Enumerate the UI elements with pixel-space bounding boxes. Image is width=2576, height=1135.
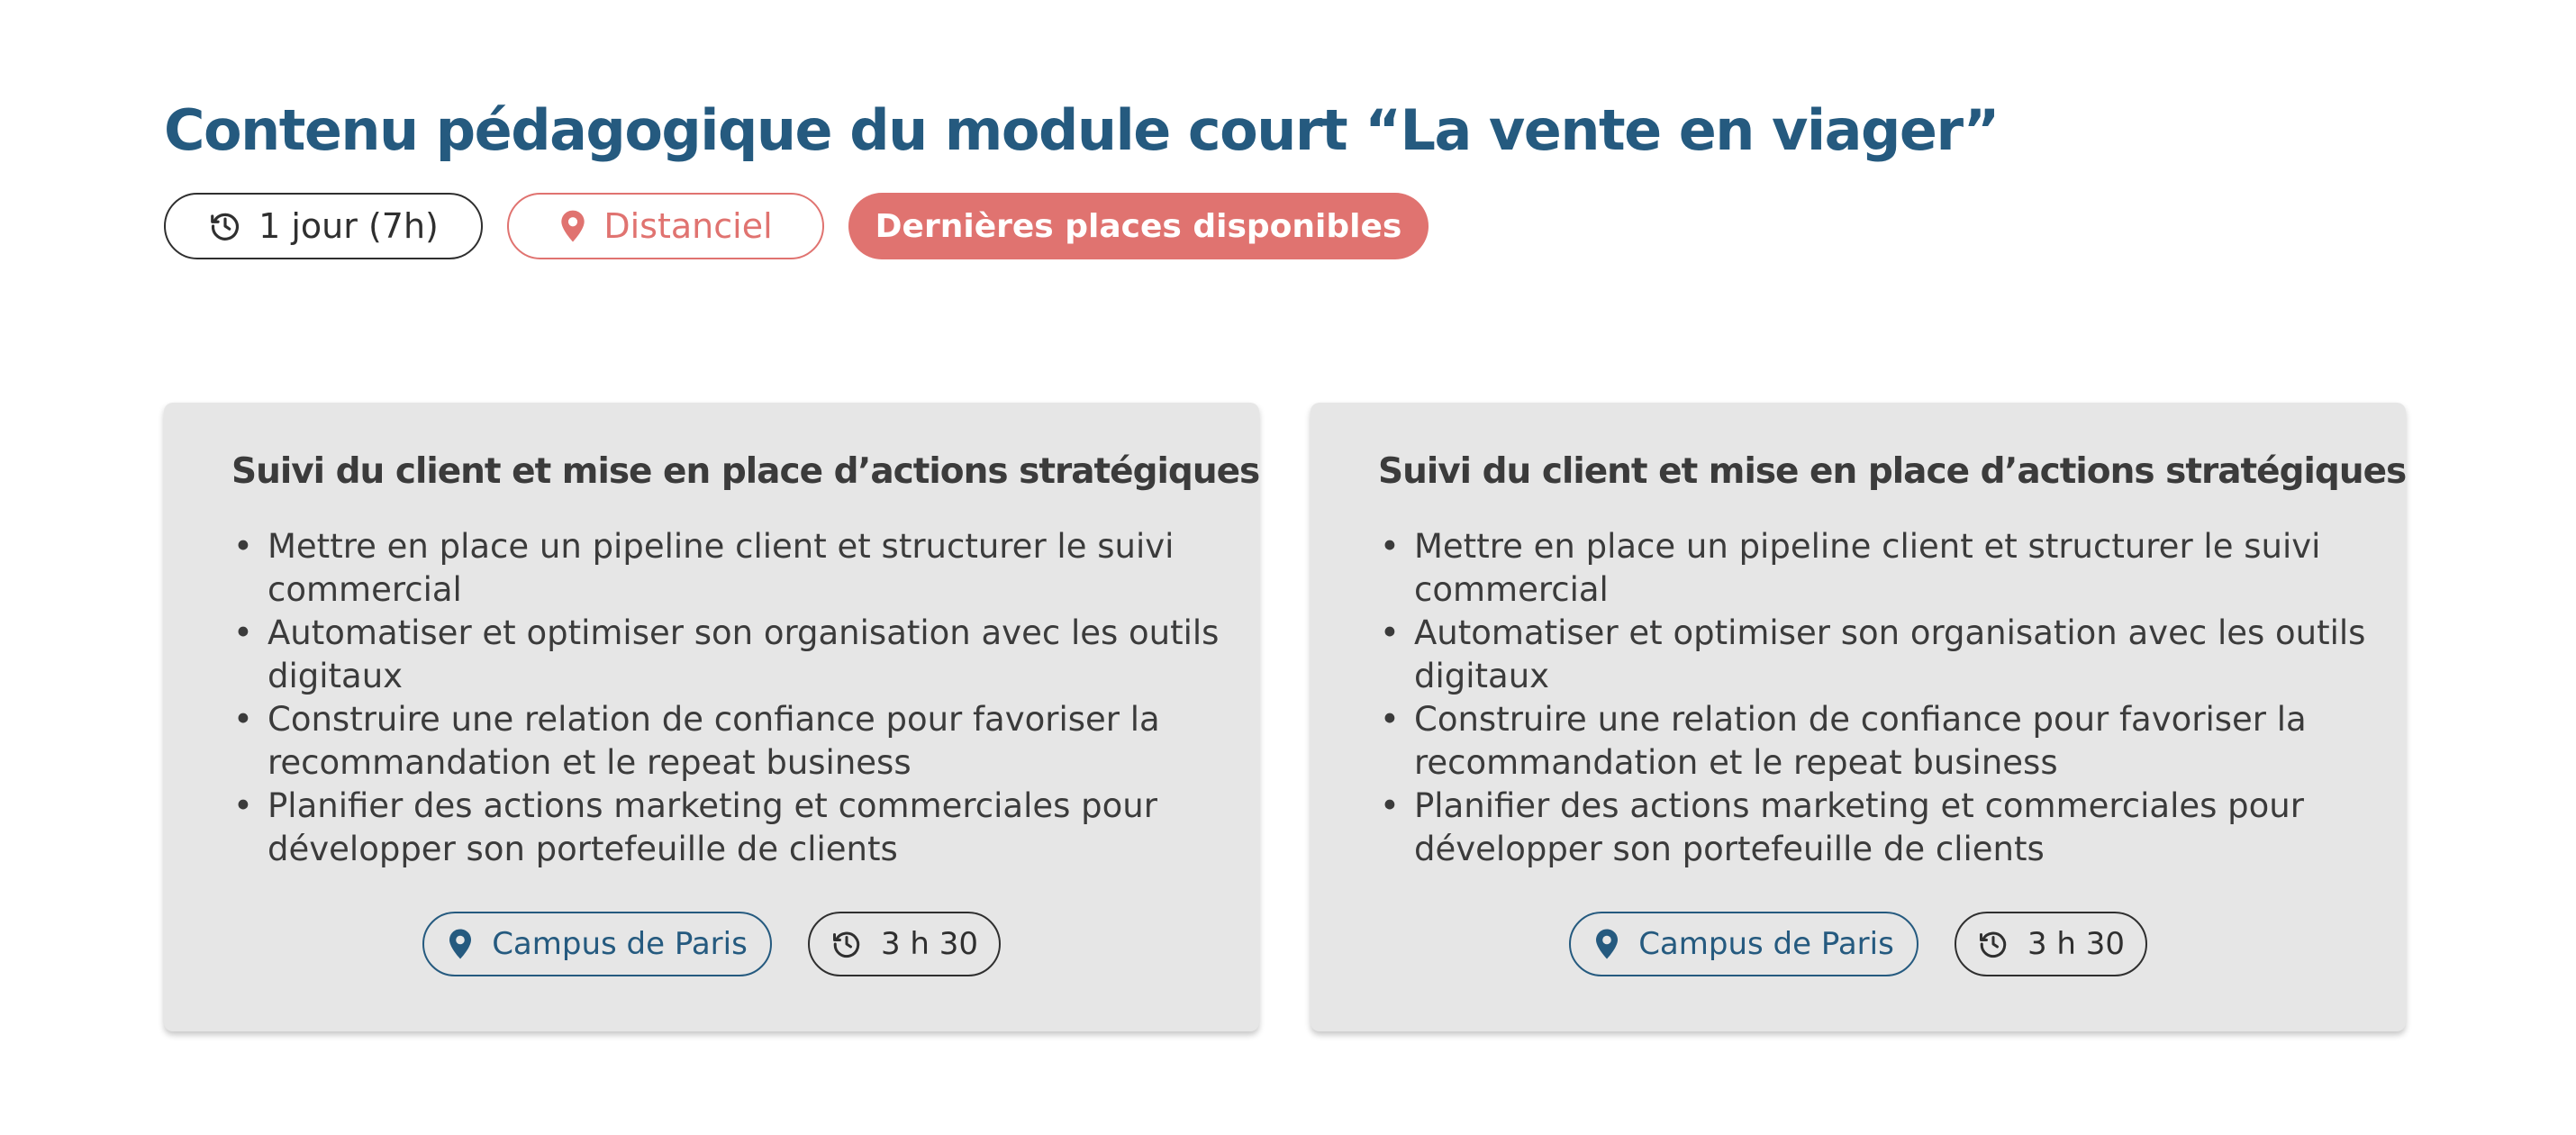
clock-history-icon (1977, 928, 2009, 960)
module-card (164, 403, 1259, 1031)
list-item: • Construire une relation de confiance pour favoriser la recommandation et le repeat business (1414, 698, 2387, 785)
card-meta (1311, 912, 2406, 976)
card-meta (164, 912, 1259, 976)
session-duration-label: 3 h 30 (880, 926, 979, 962)
card-title: Suivi du client et mise en place d’actions stratégiques (1378, 451, 2407, 492)
location-badge (507, 193, 824, 259)
list-item: • Automatiser et optimiser son organisation avec les outils digitaux (268, 612, 1240, 698)
list-item: • Planifier des actions marketing et commerciales pour développer son portefeuille de clients (268, 785, 1240, 871)
list-item: • Mettre en place un pipeline client et structurer le suivi commercial (268, 525, 1240, 612)
availability-badge (848, 193, 1429, 259)
objectives-list (231, 525, 1240, 871)
list-item: • Construire une relation de confiance pour favoriser la recommandation et le repeat business (268, 698, 1240, 785)
campus-label: Campus de Paris (1638, 926, 1894, 962)
campus-chip (422, 912, 772, 976)
campus-label: Campus de Paris (492, 926, 748, 962)
card-title: Suivi du client et mise en place d’actions stratégiques (231, 451, 1260, 492)
campus-chip (1569, 912, 1918, 976)
map-pin-icon (558, 209, 587, 243)
map-pin-icon (1593, 928, 1620, 960)
location-label: Distanciel (603, 206, 773, 246)
objectives-list (1378, 525, 2387, 871)
clock-history-icon (830, 928, 863, 960)
session-duration-label: 3 h 30 (2027, 926, 2126, 962)
duration-label: 1 jour (7h) (259, 206, 439, 246)
page-title: Contenu pédagogique du module court “La vente en viager” (164, 97, 1999, 163)
session-duration-chip (1955, 912, 2147, 976)
duration-badge (164, 193, 483, 259)
list-item: • Mettre en place un pipeline client et structurer le suivi commercial (1414, 525, 2387, 612)
list-item: • Automatiser et optimiser son organisation avec les outils digitaux (1414, 612, 2387, 698)
map-pin-icon (447, 928, 474, 960)
list-item: • Planifier des actions marketing et commerciales pour développer son portefeuille de clients (1414, 785, 2387, 871)
module-card (1311, 403, 2406, 1031)
session-duration-chip (808, 912, 1001, 976)
clock-history-icon (208, 209, 242, 243)
availability-label: Dernières places disponibles (875, 207, 1402, 245)
